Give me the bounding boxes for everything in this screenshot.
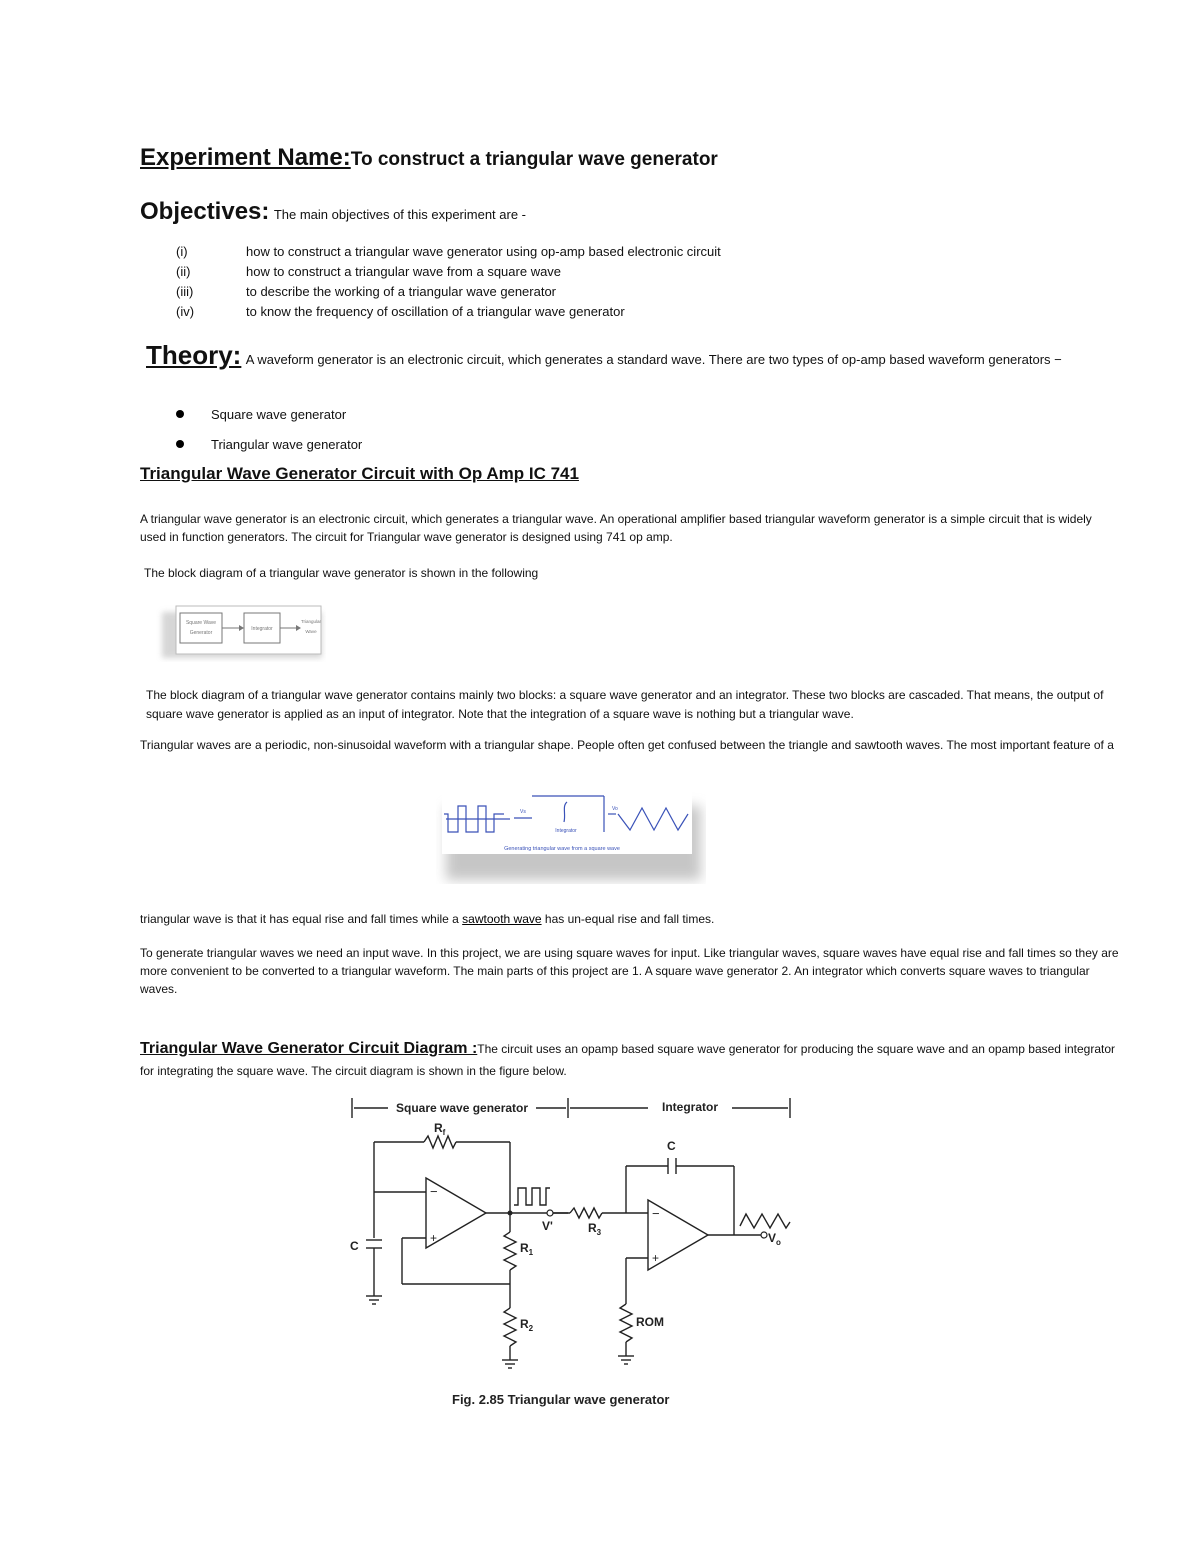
wave-caption: Generating triangular wave from a square wave xyxy=(504,846,620,852)
experiment-heading xyxy=(140,144,718,172)
paragraph-line: The block diagram of a triangular wave generator contains mainly two blocks: a square wave generator and an integrator. These two blocks are cascaded. That means, the output of xyxy=(146,688,1104,702)
objective-text: to describe the working of a triangular wave generator xyxy=(246,284,557,299)
resistor-rf xyxy=(424,1136,456,1148)
triangle-output-symbol xyxy=(740,1214,790,1228)
objectives-intro: The main objectives of this experiment are - xyxy=(273,207,527,222)
objective-text: to know the frequency of oscillation of a triangular wave generator xyxy=(246,304,625,319)
resistor-r1 xyxy=(504,1232,516,1270)
bullet-text: Triangular wave generator xyxy=(211,437,363,452)
opamp2-plus: + xyxy=(652,1251,660,1265)
label-rf: $R_f$ xyxy=(434,1121,446,1137)
opamp2-minus: − xyxy=(652,1206,660,1221)
label-c-left: C xyxy=(350,1239,359,1253)
objective-num: (iii) xyxy=(176,284,194,299)
label-rom: ROM xyxy=(636,1315,664,1329)
paragraph-line: A triangular wave generator is an electronic circuit, which generates a triangular wave. An operational amplifier based triangular waveform generator is a simple circuit that is widely xyxy=(140,512,1092,526)
circuit-caption: Fig. 2.85 Triangular wave generator xyxy=(452,1392,670,1407)
para4-end: has un-equal rise and fall times. xyxy=(544,912,715,926)
block1-label: Square Wave xyxy=(185,620,217,626)
label-r3: $R_3$ xyxy=(588,1221,602,1237)
section2-heading-line xyxy=(140,1040,1115,1058)
paragraph-line xyxy=(140,912,714,926)
opamp1-minus: − xyxy=(430,1184,438,1199)
resistor-r2 xyxy=(504,1308,516,1346)
paragraph-line: The block diagram of a triangular wave generator is shown in the following xyxy=(144,566,539,580)
block1-label: Generator xyxy=(189,630,213,636)
para4-start: triangular wave is that it has equal rise and fall times while a xyxy=(140,912,459,926)
wave-output-label: Vo xyxy=(612,806,618,812)
node-vprime xyxy=(547,1210,553,1216)
label-vprime: V' xyxy=(542,1219,553,1233)
objective-text: how to construct a triangular wave from a square wave xyxy=(246,264,562,279)
opamp1-plus: + xyxy=(430,1231,438,1245)
section2-text: The circuit uses an opamp based square wave generator for producing the square wave and an opamp based integrator xyxy=(477,1042,1116,1056)
bullet-dot xyxy=(176,410,184,418)
objectives-label: Objectives: xyxy=(140,198,270,225)
bullet-text: Square wave generator xyxy=(211,407,347,422)
resistor-rom xyxy=(620,1304,632,1342)
square-pulse-symbol xyxy=(514,1188,550,1205)
label-integrator: Integrator xyxy=(662,1100,719,1114)
node-vo xyxy=(761,1232,767,1238)
label-square-wave-generator: Square wave generator xyxy=(396,1101,529,1115)
theory-heading xyxy=(146,340,1062,371)
block-output-label: Wave xyxy=(305,629,317,634)
circuit-diagram xyxy=(340,1090,810,1420)
paragraph-line: used in function generators. The circuit for Triangular wave generator is designed using 741 op amp. xyxy=(140,530,673,544)
label-r2: $R_2$ xyxy=(520,1317,534,1333)
sawtooth-wave-link[interactable]: sawtooth wave xyxy=(462,912,542,926)
paragraph-line: To generate triangular waves we need an input wave. In this project, we are using square waves for input. Like triangular waves, square waves have equal rise and fall times so they are xyxy=(140,946,1119,960)
block-diagram-svg xyxy=(156,600,326,662)
waveform-figure xyxy=(436,784,706,884)
paragraph-line: for integrating the square wave. The circuit diagram is shown in the figure below. xyxy=(140,1064,567,1078)
section2-heading: Triangular Wave Generator Circuit Diagram : xyxy=(140,1040,478,1057)
block2-label: Integrator xyxy=(251,626,273,632)
experiment-label: Experiment Name: xyxy=(140,144,351,171)
section-heading: Triangular Wave Generator Circuit with Op Amp IC 741 xyxy=(140,464,579,483)
objective-text: how to construct a triangular wave generator using op-amp based electronic circuit xyxy=(246,244,721,259)
experiment-title: To construct a triangular wave generator xyxy=(350,149,718,170)
paragraph-line: waves. xyxy=(140,982,178,996)
paragraph-line: Triangular waves are a periodic, non-sinusoidal waveform with a triangular shape. People often get confused between the triangle and sawtooth waves. The most important feature of a xyxy=(140,738,1114,752)
block-output-label: Triangular xyxy=(300,619,322,624)
paragraph-line: square wave generator is applied as an input of integrator. Note that the integration of a square wave is nothing but a triangular wave. xyxy=(146,707,854,721)
label-vo: $V_o$ xyxy=(768,1231,781,1247)
label-c-top: C xyxy=(667,1139,676,1153)
wave-integrator-label: Integrator xyxy=(555,828,577,834)
objectives-heading xyxy=(140,198,526,226)
wave-input-label: Vs xyxy=(520,809,526,815)
bullet-dot xyxy=(176,440,184,448)
objective-num: (ii) xyxy=(176,264,191,279)
theory-label: Theory: xyxy=(146,340,242,370)
waveform-svg xyxy=(436,784,706,884)
theory-intro: A waveform generator is an electronic circuit, which generates a standard wave. There are two types of op-amp based waveform generators − xyxy=(245,352,1062,367)
circuit-svg xyxy=(340,1090,810,1420)
resistor-r3 xyxy=(570,1208,602,1218)
label-r1: $R_1$ xyxy=(520,1241,534,1257)
block-diagram-figure xyxy=(156,600,326,662)
objective-num: (i) xyxy=(176,244,188,259)
paragraph-line: more convenient to be converted to a triangular waveform. The main parts of this project are 1. A square wave generator 2. An integrator which converts square waves to triangular xyxy=(140,964,1090,978)
objective-num: (iv) xyxy=(176,304,195,319)
